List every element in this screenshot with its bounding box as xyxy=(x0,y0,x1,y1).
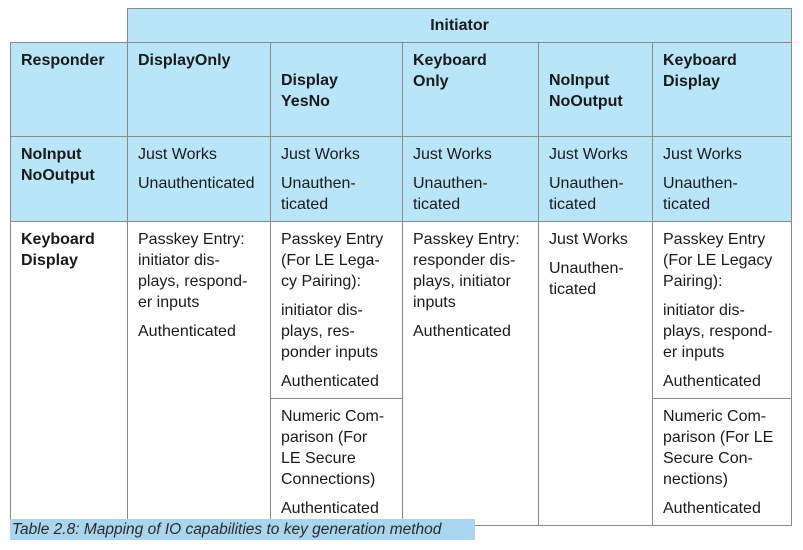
table-cell: Numeric Com- parison (For LE Secure Connections) Authenticated xyxy=(271,399,403,526)
row-label-noinputnooutput: NoInput NoOutput xyxy=(11,137,128,222)
io-capabilities-table xyxy=(10,8,792,526)
table-cell: Just Works Unauthenticated xyxy=(128,137,271,222)
column-header-displayyesno: Display YesNo xyxy=(271,43,403,137)
table-cell: Passkey Entry: initiator dis- plays, respond- er inputs Authenticated xyxy=(128,222,271,526)
table-cell: Just Works Unauthen- ticated xyxy=(653,137,792,222)
column-header-keyboarddisplay: Keyboard Display xyxy=(653,43,792,137)
table-row xyxy=(11,222,792,399)
table-cell: Passkey Entry (For LE Legacy Pairing): initiator dis- plays, respond- er inputs Authenticated xyxy=(653,222,792,399)
column-header-noinputnooutput: NoInput NoOutput xyxy=(539,43,653,137)
responder-header: Responder xyxy=(11,43,128,137)
table-cell: Just Works Unauthen- ticated xyxy=(403,137,539,222)
table-cell: Numeric Com- parison (For LE Secure Con- nections) Authenticated xyxy=(653,399,792,526)
table-caption: Table 2.8: Mapping of IO capabilities to key generation method xyxy=(10,519,475,540)
column-header-keyboardonly: Keyboard Only xyxy=(403,43,539,137)
table-row xyxy=(11,137,792,222)
table-cell: Just Works Unauthen- ticated xyxy=(539,137,653,222)
table-cell: Passkey Entry: responder dis- plays, initiator inputs Authenticated xyxy=(403,222,539,526)
column-header-displayonly: DisplayOnly xyxy=(128,43,271,137)
empty-corner-cell xyxy=(11,9,128,43)
initiator-header: Initiator xyxy=(128,9,792,43)
table-cell: Passkey Entry (For LE Lega- cy Pairing): initiator dis- plays, res- ponder inputs Authenticated xyxy=(271,222,403,399)
table-cell: Just Works Unauthen- ticated xyxy=(271,137,403,222)
row-label-keyboarddisplay: Keyboard Display xyxy=(11,222,128,526)
table-cell: Just Works Unauthen- ticated xyxy=(539,222,653,526)
